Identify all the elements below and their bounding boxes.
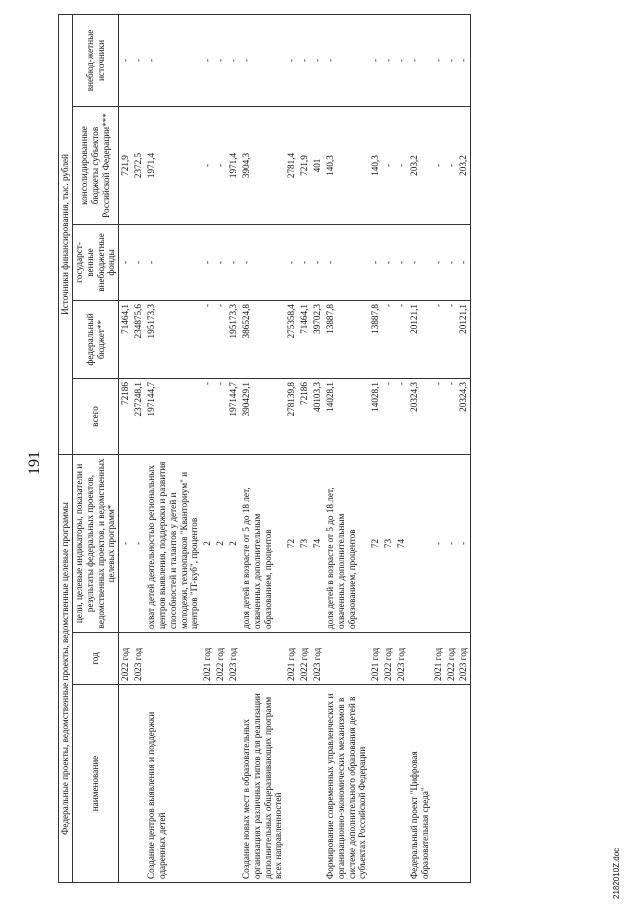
cell-total: - [445,379,458,455]
header-regional: консолидированные бюджеты субъектов Российской Федерации*** [72,107,118,225]
table-row [408,14,432,882]
cell-gov-funds: - [145,225,201,301]
cell-total: 237248,1 [132,379,145,455]
cell-gov-funds: - [395,225,408,301]
cell-regional: 721,9 [298,107,311,225]
cell-regional: - [395,107,408,225]
table-row [227,14,240,882]
cell-year: 2022 год [119,633,132,685]
cell-total: 72186 [119,379,132,455]
cell-total: 197144,7 [227,379,240,455]
financing-table [58,14,471,883]
cell-gov-funds: - [227,225,240,301]
cell-total: 197144,7 [145,379,201,455]
cell-year: 2022 год [298,633,311,685]
cell-goal: охват детей деятельностью региональных центров выявления, поддержки и развития способностей и талантов у детей и молодежи, технопарков "Кванториум" и центров "IT-куб", процентов [145,455,201,633]
cell-year: 2021 год [201,633,214,685]
header-offbudget: внебюд-жетные источники [72,14,118,106]
cell-total: 40103,3 [311,379,324,455]
sources-title: Источники финансирования, тыс. рублей [59,14,73,454]
cell-offbudget: - [369,14,382,106]
cell-goal: 72 [369,455,382,633]
cell-total: - [432,379,445,455]
cell-goal: - [119,455,132,633]
cell-offbudget: - [445,14,458,106]
cell-offbudget: - [227,14,240,106]
cell-total: 390429,1 [240,379,285,455]
cell-goal: - [132,455,145,633]
cell-year [324,633,369,685]
cell-name [382,685,395,883]
cell-regional: - [201,107,214,225]
cell-year: 2023 год [311,633,324,685]
table-row [324,14,369,882]
cell-total: 278139,8 [285,379,298,455]
table-row [298,14,311,882]
cell-name [119,685,132,883]
cell-regional: 203,2 [457,107,470,225]
cell-offbudget: - [132,14,145,106]
cell-name [201,685,214,883]
header-group-row [59,14,73,882]
cell-federal: 275358,4 [285,301,298,379]
cell-goal: 74 [395,455,408,633]
cell-regional: 401 [311,107,324,225]
cell-offbudget: - [395,14,408,106]
header-state-funds: государст-венные внебюджетные фонды [72,225,118,301]
cell-goal: - [445,455,458,633]
table-row [240,14,285,882]
cell-goal: 74 [311,455,324,633]
cell-total: 72186 [298,379,311,455]
cell-name [395,685,408,883]
cell-regional: 1971,4 [145,107,201,225]
table-row [369,14,382,882]
cell-federal: 195173,3 [227,301,240,379]
cell-federal: 13887,8 [324,301,369,379]
cell-year [408,633,432,685]
cell-total: - [214,379,227,455]
table-row [132,14,145,882]
cell-regional: 2781,4 [285,107,298,225]
cell-gov-funds: - [285,225,298,301]
cell-gov-funds: - [457,225,470,301]
cell-regional: 721,9 [119,107,132,225]
cell-gov-funds: - [240,225,285,301]
cell-offbudget: - [240,14,285,106]
cell-name [311,685,324,883]
cell-name [214,685,227,883]
cell-regional: 140,3 [324,107,369,225]
cell-goal: 73 [382,455,395,633]
cell-name [132,685,145,883]
cell-federal: - [395,301,408,379]
cell-total: 20324,3 [408,379,432,455]
cell-federal: 234875,6 [132,301,145,379]
cell-offbudget: - [457,14,470,106]
header-name: наименование [72,685,118,883]
cell-year: 2023 год [132,633,145,685]
table-row [457,14,470,882]
cell-federal: - [432,301,445,379]
cell-gov-funds: - [298,225,311,301]
cell-offbudget: - [119,14,132,106]
cell-gov-funds: - [432,225,445,301]
header-year: год [72,633,118,685]
page-number: 191 [26,451,43,475]
cell-offbudget: - [298,14,311,106]
cell-goal: - [432,455,445,633]
cell-goal: 2 [227,455,240,633]
cell-goal [408,455,432,633]
cell-federal: 71464,1 [298,301,311,379]
cell-regional: 2372,5 [132,107,145,225]
cell-year: 2021 год [369,633,382,685]
cell-name [432,685,445,883]
cell-name [298,685,311,883]
cell-gov-funds: - [132,225,145,301]
table-row [445,14,458,882]
table-row [285,14,298,882]
cell-federal: 13887,8 [369,301,382,379]
cell-goal: 72 [285,455,298,633]
cell-gov-funds: - [311,225,324,301]
cell-offbudget: - [432,14,445,106]
cell-regional: - [445,107,458,225]
cell-gov-funds: - [408,225,432,301]
cell-year: 2021 год [285,633,298,685]
table-row [311,14,324,882]
cell-federal: - [201,301,214,379]
cell-total: - [395,379,408,455]
cell-gov-funds: - [214,225,227,301]
table-row [145,14,201,882]
cell-name: Федеральный проект "Цифровая образовательная среда" [408,685,432,883]
header-goals: цели, целевые индикаторы, показатели и результаты федеральных проектов, ведомственных проектов, и ведомственных целевых программ* [72,455,118,633]
cell-total: 14028,1 [369,379,382,455]
cell-total: 14028,1 [324,379,369,455]
cell-gov-funds: - [369,225,382,301]
cell-total: - [382,379,395,455]
cell-year: 2021 год [432,633,445,685]
cell-goal: доля детей в возрасте от 5 до 18 лет, охваченных дополнительным образованием, процентов [240,455,285,633]
cell-gov-funds: - [324,225,369,301]
cell-year: 2022 год [382,633,395,685]
cell-name [369,685,382,883]
header-federal: федеральный бюджет** [72,301,118,379]
cell-federal: 20121,1 [457,301,470,379]
cell-year [145,633,201,685]
cell-regional: 140,3 [369,107,382,225]
cell-gov-funds: - [382,225,395,301]
cell-year: 2023 год [395,633,408,685]
cell-gov-funds: - [201,225,214,301]
cell-name: Формирование современных управленческих и организационно-экономических механизмов в системе дополнительного образования детей в субъектах Российской Федерации [324,685,369,883]
cell-total: - [201,379,214,455]
cell-federal: - [382,301,395,379]
cell-federal: 20121,1 [408,301,432,379]
table-row [382,14,395,882]
cell-year [240,633,285,685]
cell-offbudget: - [285,14,298,106]
cell-federal: 71464,1 [119,301,132,379]
cell-goal: доля детей в возрасте от 5 до 18 лет, охваченных дополнительным образованием, процентов [324,455,369,633]
cell-regional: 1971,4 [227,107,240,225]
cell-name: Создание новых мест в образовательных организациях различных типов для реализации дополнительных общеразвивающих программ всех направленностей [240,685,285,883]
cell-gov-funds: - [119,225,132,301]
table-row [201,14,214,882]
cell-goal: 2 [214,455,227,633]
group-title: Федеральные проекты, ведомственные проекты, ведомственные целевые программы [59,455,73,883]
cell-goal: 73 [298,455,311,633]
cell-name [227,685,240,883]
cell-federal: - [445,301,458,379]
cell-year: 2023 год [227,633,240,685]
file-footer: 2182010Z.doc [612,847,621,899]
cell-regional: - [382,107,395,225]
cell-federal: 39702,3 [311,301,324,379]
table-row [214,14,227,882]
table-row [432,14,445,882]
cell-offbudget: - [311,14,324,106]
cell-name: Создание центров выявления и поддержки одаренных детей [145,685,201,883]
header-columns-row [72,14,118,882]
cell-regional: - [214,107,227,225]
cell-offbudget: - [214,14,227,106]
cell-offbudget: - [324,14,369,106]
cell-offbudget: - [145,14,201,106]
cell-year: 2022 год [214,633,227,685]
cell-regional: - [432,107,445,225]
cell-goal: 2 [201,455,214,633]
cell-name [445,685,458,883]
cell-offbudget: - [382,14,395,106]
cell-year: 2022 год [445,633,458,685]
cell-year: 2023 год [457,633,470,685]
cell-federal: 386524,8 [240,301,285,379]
cell-total: 20324,3 [457,379,470,455]
table-row [395,14,408,882]
cell-regional: 203,2 [408,107,432,225]
cell-name [457,685,470,883]
cell-gov-funds: - [445,225,458,301]
cell-regional: 3904,3 [240,107,285,225]
cell-offbudget: - [201,14,214,106]
cell-offbudget: - [408,14,432,106]
cell-federal: - [214,301,227,379]
cell-goal: - [457,455,470,633]
table-row [119,14,132,882]
header-total: всего [72,379,118,455]
cell-federal: 195173,3 [145,301,201,379]
cell-name [285,685,298,883]
